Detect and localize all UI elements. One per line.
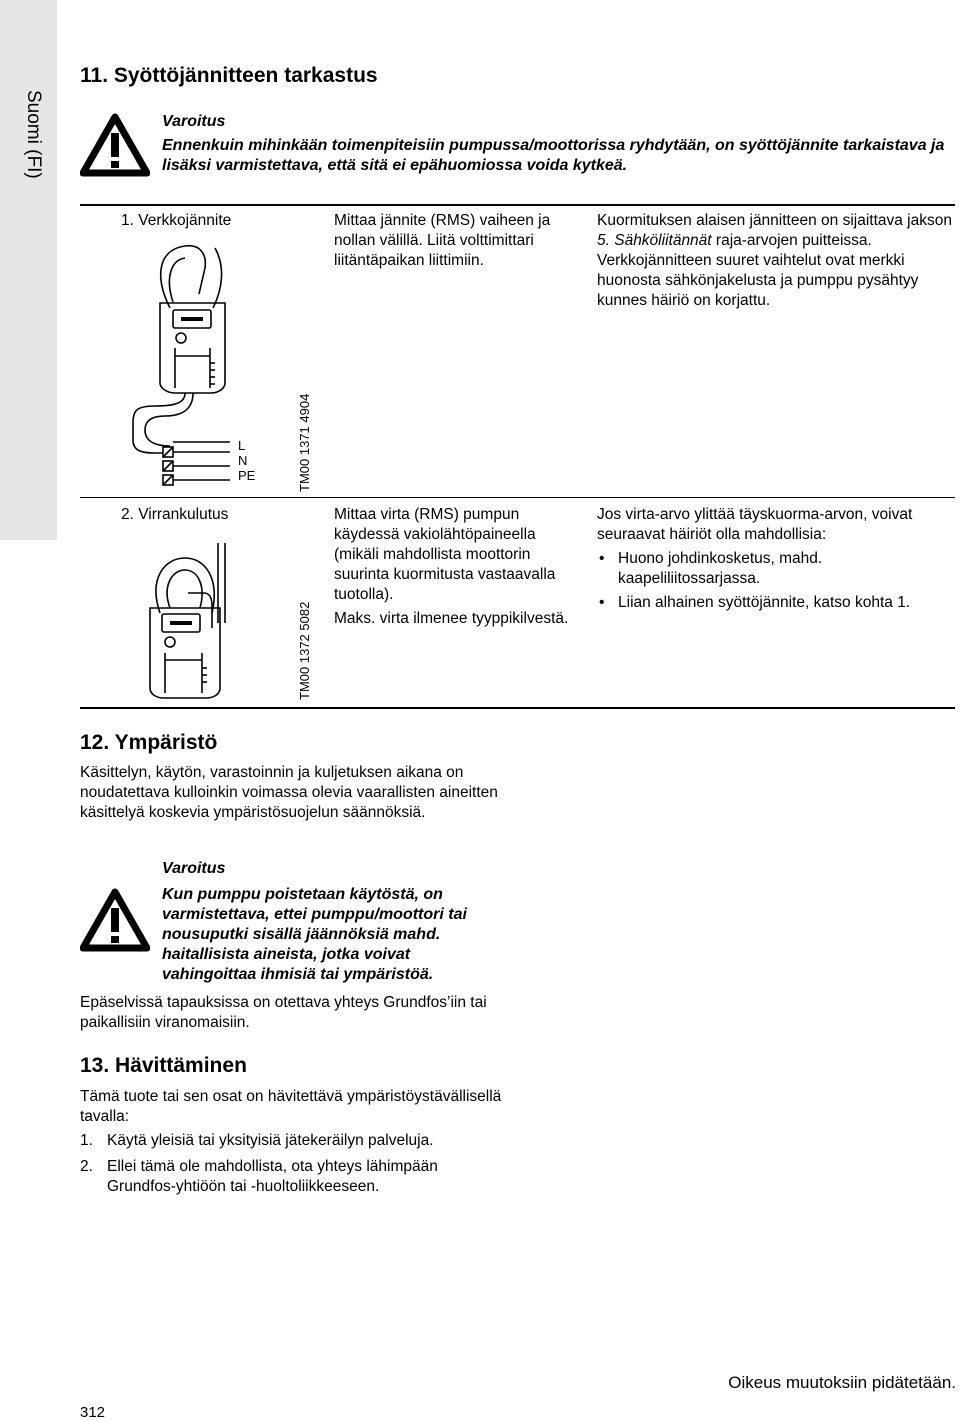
step-2-label: 2. Virrankulutus xyxy=(121,506,229,523)
wire-label-n: N xyxy=(238,453,248,468)
step-2-instruction: Mittaa virta (RMS) pumpun käydessä vakiolähtöpaineella (mikäli mahdollista moottorin suurinta kuormitusta vastaavalla tuotolla). Maks. virta ilmenee tyyppikilvestä. xyxy=(334,506,569,627)
section-12-text: Käsittelyn, käytön, varastoinnin ja kuljetuksen aikana on noudatettava kulloinkin voimassa olevia vaarallisten aineitten käsittelyä koskevia ympäristösuojelun säännöksiä. xyxy=(80,764,498,821)
wire-label-l: L xyxy=(238,438,246,453)
step-1-note: Kuormituksen alaisen jännitteen on sijaittava jakson 5. Sähköliitännät raja-arvojen puitteissa. Verkkojännitteen suuret vaihtelut ovat merkki huonosta sähkönjakelusta ja pumppu pysähtyy kunnes häiriö on korjattu. xyxy=(597,212,952,309)
divider xyxy=(80,707,955,709)
warning-icon xyxy=(80,888,150,958)
step-1-label: 1. Verkkojännite xyxy=(121,212,232,229)
section-13-title: 13. Hävittäminen xyxy=(80,1054,247,1077)
list-item: • Liian alhainen syöttöjännite, katso kohta 1. xyxy=(597,593,952,613)
step-1-instruction: Mittaa jännite (RMS) vaiheen ja nollan välillä. Liitä volttimittari liitäntäpaikan liittimiin. xyxy=(334,212,551,269)
language-tab xyxy=(0,0,57,540)
list-item: 2. Ellei tämä ole mahdollista, ota yhteys lähimpään Grundfos-yhtiöön tai -huoltoliikkeeseen. xyxy=(80,1158,438,1195)
page-number: 312 xyxy=(80,1404,106,1421)
list-item: • Huono johdinkosketus, mahd. kaapeliliitossarjassa. xyxy=(597,549,952,589)
step-2-note: Jos virta-arvo ylittää täyskuorma-arvon, voivat seuraavat häiriöt olla mahdollisia: • Huono johdinkosketus, mahd. kaapeliliitossarjassa. • Liian alhainen syöttöjännite, katso kohta 1. xyxy=(597,505,952,613)
ammeter-figure xyxy=(140,538,290,703)
disposal-list xyxy=(80,1131,510,1197)
figure-code-2: TM00 1372 5082 xyxy=(297,601,312,700)
possible-faults-list xyxy=(597,549,952,613)
warning-title: Varoitus xyxy=(162,860,226,877)
section-12-title: 12. Ympäristö xyxy=(80,731,218,754)
footer-note: Oikeus muutoksiin pidätetään. xyxy=(728,1373,956,1392)
warning-text: Ennenkuin mihinkään toimenpiteisiin pumpussa/moottorissa ryhdytään, on syöttöjännite tarkaistava ja lisäksi varmistettava, että sitä ei epähuomiossa voida kytkeä. xyxy=(162,137,945,174)
figure-code-1: TM00 1371 4904 xyxy=(297,393,312,492)
divider xyxy=(80,204,955,206)
section-12-contact: Epäselvissä tapauksissa on otettava yhteys Grundfos’iin tai paikallisiin viranomaisiin. xyxy=(80,994,487,1031)
voltmeter-figure xyxy=(115,238,295,493)
warning-text: Kun pumppu poistetaan käytöstä, on varmistettava, ettei pumppu/moottori tai nousuputki sisällä jäännöksiä mahd. haitallisista aineista, jotka voivat vahingoittaa ihmisiä tai ympäristöä. xyxy=(162,886,467,983)
section-11-title: 11. Syöttöjännitteen tarkastus xyxy=(80,64,378,87)
wire-label-pe: PE xyxy=(238,468,256,483)
language-tab-label: Suomi (FI) xyxy=(23,90,44,179)
list-item: 1. Käytä yleisiä tai yksityisiä jätekeräilyn palveluja. xyxy=(80,1132,434,1149)
warning-title: Varoitus xyxy=(162,113,226,130)
section-13-text: Tämä tuote tai sen osat on hävitettävä ympäristöystävällisellä tavalla: xyxy=(80,1088,502,1125)
step-1-reference: 5. Sähköliitännät xyxy=(597,232,712,249)
divider xyxy=(80,497,955,498)
warning-icon xyxy=(80,113,150,183)
